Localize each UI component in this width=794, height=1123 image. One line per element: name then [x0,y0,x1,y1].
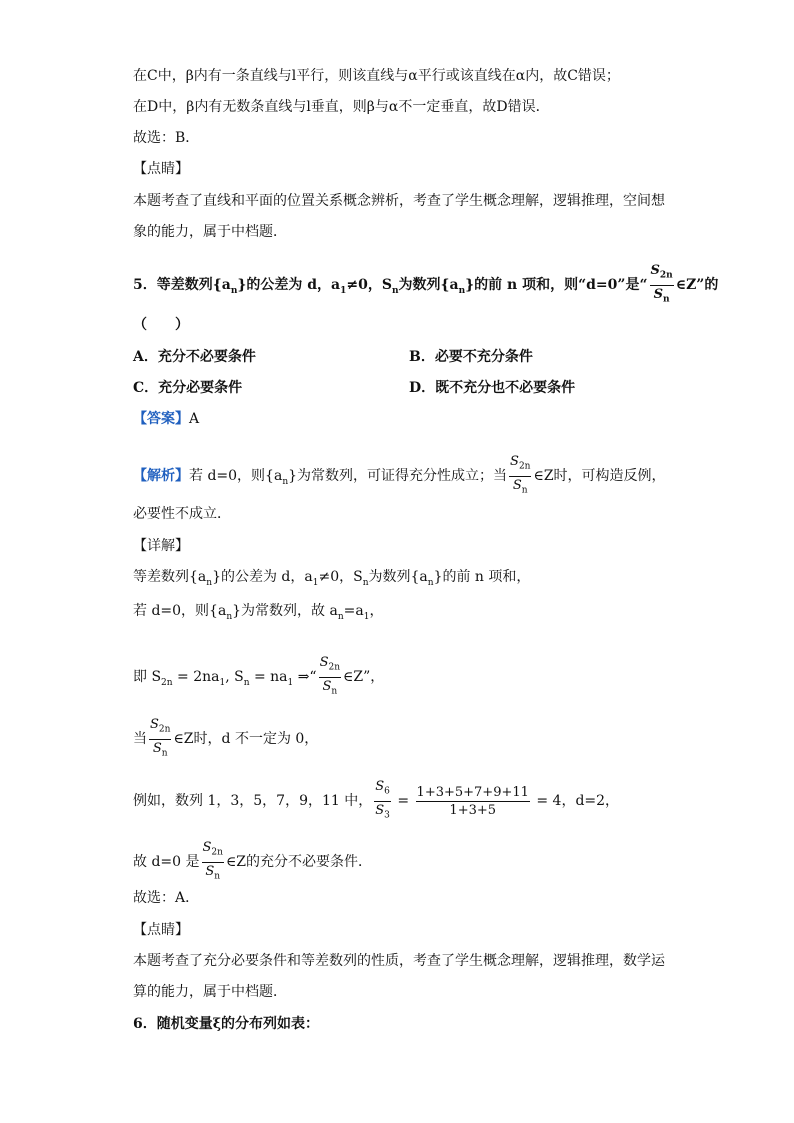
fraction-s2n-sn: $\frac{S_{2n}}{S_n}$ [650,263,673,305]
answer-choice-b: 故选：B． [133,130,200,146]
question-5-stem: 5．等差数列$\{a_n\}$的公差为 d，$a_1\ne 0$，$S_n$为数列$\{a_n\}$的前 n 项和，则“d=0”是“ $\frac{S_{2n}}{S_n}$ ∈Z”的 [133,262,718,308]
question-5-paren: （ ） [133,317,189,333]
detail-line-2: 若 d=0，则$\{a_n\}$为常数列，故 $a_n=a_1$， [133,603,384,622]
option-b: B．必要不充分条件 [409,349,533,365]
detail-line-5: 例如，数列 1，3，5，7，9，11 中， $\frac{S_6}{S_3}$ = $\frac{1+3+5+7+9+11}{1+3+5}$ = 4，d=2， [133,779,620,821]
analysis-line-2: 必要性不成立． [133,506,231,522]
comment-text-2b: 算的能力，属于中档题． [133,984,287,1000]
comment-text-1a: 本题考查了直线和平面的位置关系概念辨析，考查了学生概念理解，逻辑推理，空间想 [133,193,665,209]
option-a: A．充分不必要条件 [133,349,256,365]
answer-line: 【答案】A [133,411,200,427]
detail-line-4: 当 $\frac{S_{2n}}{S_n}$ ∈Z时，d 不一定为 0， [133,717,319,759]
comment-heading-2: 【点睛】 [133,922,189,938]
answer-choice-a: 故选：A． [133,890,200,906]
line-d-analysis: 在D中，β内有无数条直线与l垂直，则β与α不一定垂直，故D错误． [133,99,550,115]
question-6-stem: 6．随机变量ξ的分布列如表： [133,1016,320,1032]
detail-line-6: 故 d=0 是 $\frac{S_{2n}}{S_n}$ ∈Z的充分不必要条件． [133,840,373,882]
analysis-line: 【解析】若 d=0，则$\{a_n\}$为常数列，可证得充分性成立；当 $\frac{S_{2n}}{S_n}$ ∈Z时，可构造反例， [133,454,666,496]
detail-heading: 【详解】 [133,538,189,554]
detail-line-3: 即 $S_{2n} = 2na_1$, $S_n = na_1$ ⇒“ $\frac{S_{2n}}{S_n}$ ∈Z”， [133,655,385,697]
comment-heading-1: 【点睛】 [133,161,189,177]
comment-text-2a: 本题考查了充分必要条件和等差数列的性质，考查了学生概念理解，逻辑推理，数学运 [133,953,665,969]
comment-text-1b: 象的能力，属于中档题． [133,224,287,240]
option-c: C．充分必要条件 [133,380,243,396]
option-d: D．既不充分也不必要条件 [409,380,576,396]
detail-line-1: 等差数列$\{a_n\}$的公差为 d，$a_1\ne 0$，$S_n$为数列$\{a_n\}$的前 n 项和， [133,569,531,588]
line-c-analysis: 在C中，β内有一条直线与l平行，则该直线与α平行或该直线在α内，故C错误； [133,68,620,84]
